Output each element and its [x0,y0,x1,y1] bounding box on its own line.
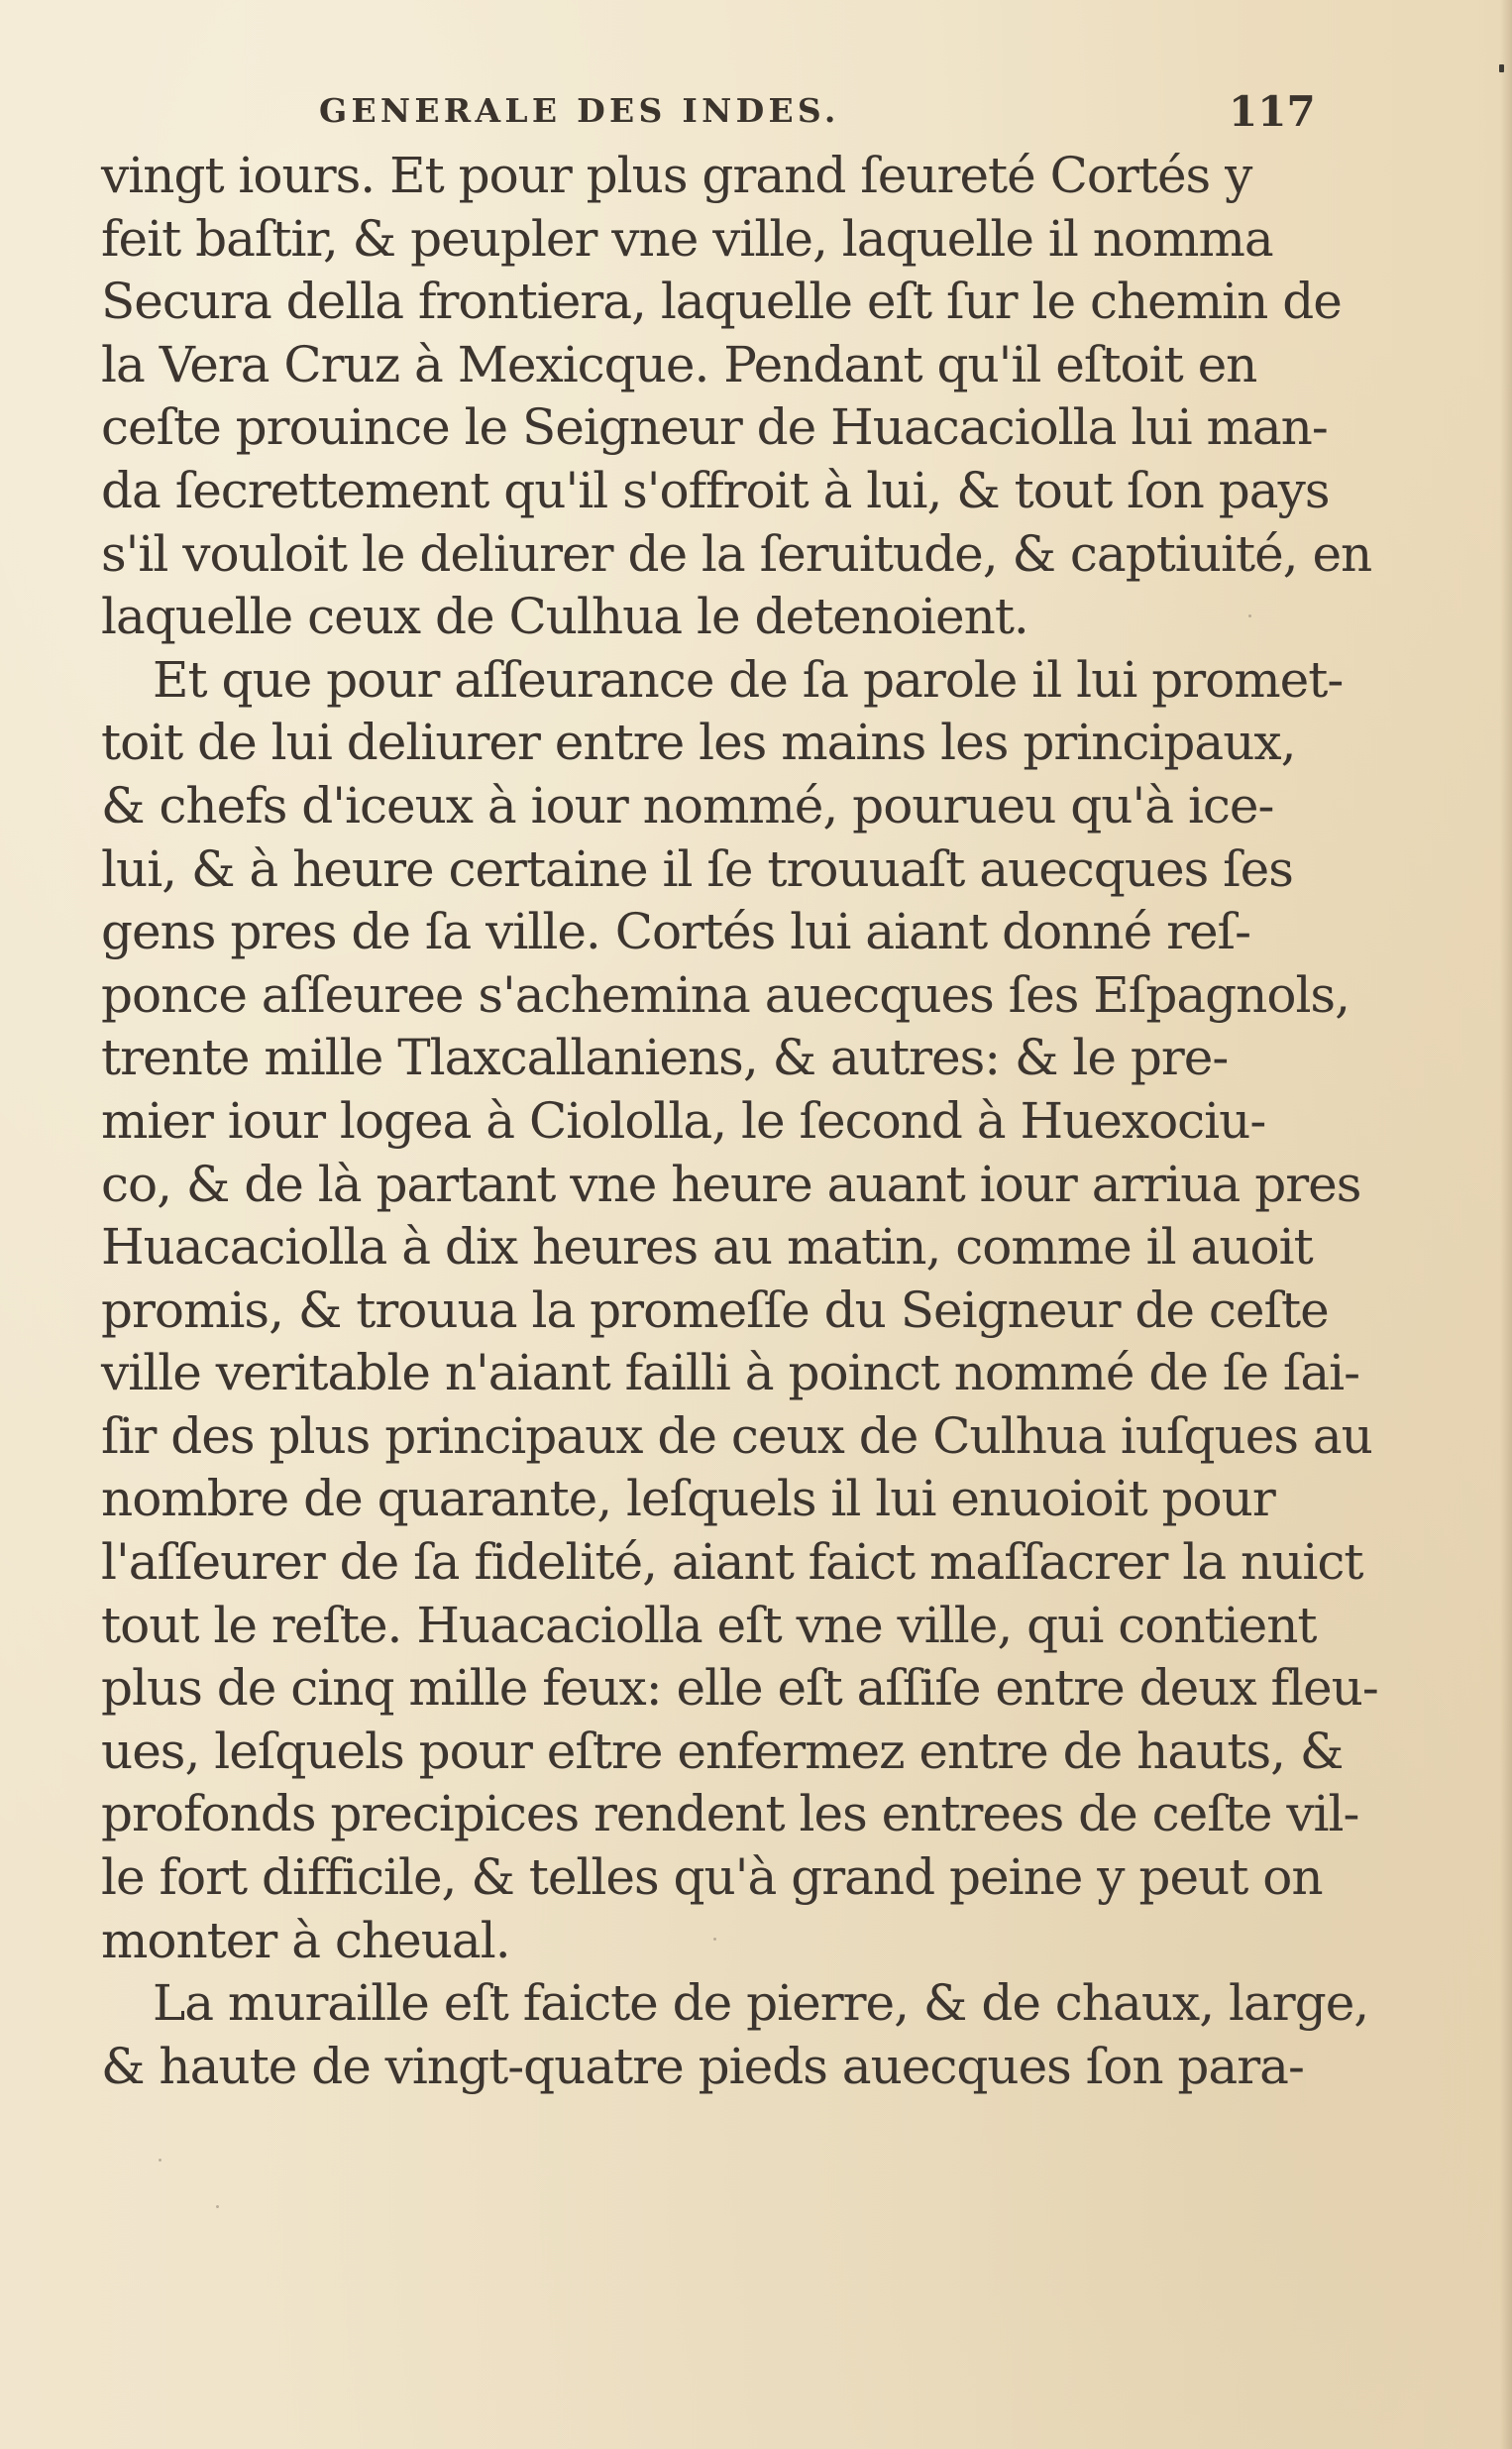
page-number: 117 [1229,87,1316,136]
paragraph-start-line: La muraille eſt faicte de pierre, & de chaux, large, [153,1974,1369,2033]
text-line: nombre de quarante, leſquels il lui enuoioit pour [101,1470,1275,1528]
text-line: Huacaciolla à dix heures au matin, comme il auoit [101,1218,1313,1277]
page-edge-shadow [1500,0,1512,2449]
text-line: profonds precipices rendent les entrees de ceſte vil- [101,1785,1359,1843]
text-line: tout le reſte. Huacaciolla eſt vne ville, qui contient [101,1596,1317,1654]
paper-speck [713,1938,716,1941]
text-line: da ſecrettement qu'il s'offroit à lui, & tout ſon pays [101,461,1330,519]
running-head: GENERALE DES INDES. [319,91,840,130]
text-line: toit de lui deliurer entre les mains les principaux, [101,714,1296,772]
text-line: plus de cinq mille feux: elle eſt aſſiſe entre deux fleu- [101,1659,1378,1718]
paragraph-start-line: Et que pour aſſeurance de ſa parole il lui promet- [153,650,1344,709]
text-line: l'aſſeurer de ſa fidelité, aiant faict maſſacrer la nuict [101,1533,1363,1592]
text-line: ville veritable n'aiant failli à poinct nommé de ſe ſai- [101,1344,1360,1402]
text-line: & chefs d'iceux à iour nommé, pourueu qu'à ice- [101,776,1274,835]
paper-speck [1248,614,1251,617]
text-line: feit baſtir, & peupler vne ville, laquelle il nomma [101,209,1273,268]
text-line: Secura della frontiera, laquelle eſt ſur le chemin de [101,273,1342,331]
paper-speck [159,2159,162,2162]
text-line: ponce aſſeuree s'achemina auecques ſes Eſpagnols, [101,965,1350,1024]
text-line: promis, & trouua la promeſſe du Seigneur de ceſte [101,1280,1329,1339]
text-line: ceſte prouince le Seigneur de Huacaciolla lui man- [101,398,1328,457]
text-line: & haute de vingt-quatre pieds auecques ſon para- [101,2037,1304,2095]
ink-bleed-mark [1499,64,1504,72]
text-line: ues, leſquels pour eſtre enfermez entre de hauts, & [101,1722,1344,1780]
text-line: gens pres de ſa ville. Cortés lui aiant donné reſ- [101,903,1250,961]
text-line: mier iour logea à Ciololla, le ſecond à Huexociu- [101,1091,1266,1150]
text-line: co, & de là partant vne heure auant iour arriua pres [101,1155,1361,1213]
body-text [101,145,1378,2098]
text-line: lui, & à heure certaine il ſe trouuaſt auecques ſes [101,839,1293,898]
text-line: monter à cheual. [101,1911,510,1969]
text-line: laquelle ceux de Culhua le detenoient. [101,588,1028,646]
text-line: vingt iours. Et pour plus grand ſeureté Cortés y [101,147,1252,204]
text-line: trente mille Tlaxcallaniens, & autres: & le pre- [101,1029,1229,1087]
text-line: s'il vouloit le deliurer de la ſeruitude, & captiuité, en [101,524,1372,583]
text-line: la Vera Cruz à Mexicque. Pendant qu'il eſtoit en [101,335,1257,393]
paper-speck [216,2205,219,2208]
text-line: le fort difficile, & telles qu'à grand peine y peut on [101,1848,1323,1907]
text-line: ſir des plus principaux de ceux de Culhua iuſques au [101,1406,1372,1465]
